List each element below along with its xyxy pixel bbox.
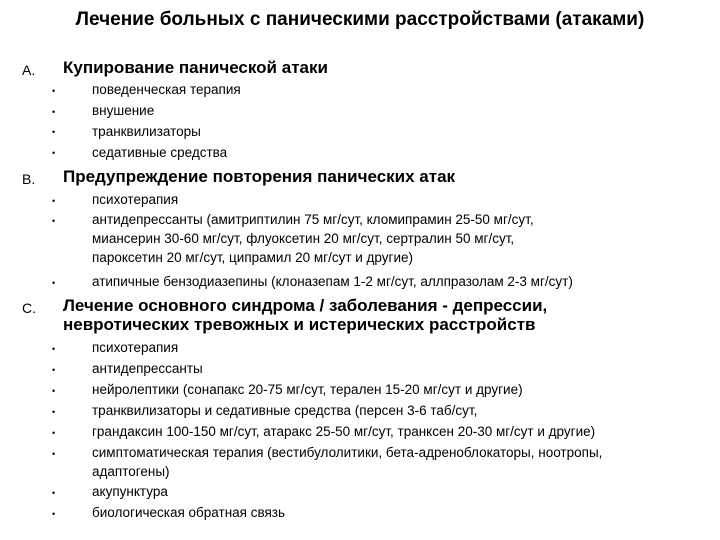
list-item-text: пароксетин 20 мг/сут, ципрамил 20 мг/сут и другие) xyxy=(92,250,413,265)
list-item-text: грандаксин 100-150 мг/сут, атаракс 25-50 мг/сут, транксен 20-30 мг/сут и другие) xyxy=(92,424,596,439)
list-item xyxy=(92,190,712,209)
list-item xyxy=(92,101,712,120)
list-item-text: поведенческая терапия xyxy=(92,82,241,97)
page-title: Лечение больных с паническими расстройствами (атаками) xyxy=(75,9,645,30)
list-item-text: внушение xyxy=(92,103,155,118)
list-item xyxy=(92,272,712,291)
list-item-text: атипичные бензодиазепины (клоназепам 1-2 мг/сут, аллпразолам 2-3 мг/сут) xyxy=(92,274,573,289)
list-item-text: психотерапия xyxy=(92,192,179,207)
section-a-heading xyxy=(63,58,703,77)
list-item xyxy=(92,482,712,501)
bullet-icon: • xyxy=(52,344,56,354)
section-c-heading xyxy=(63,296,703,334)
list-item xyxy=(92,422,712,441)
list-item-text: седативные средства xyxy=(92,145,228,160)
list-item-text: симптоматическая терапия (вестибулолитики, бета-адреноблокаторы, ноотропы, xyxy=(92,445,603,460)
bullet-icon: • xyxy=(52,278,56,288)
section-b-heading xyxy=(63,167,703,186)
list-item xyxy=(92,122,712,141)
list-item-text: адаптогены) xyxy=(92,464,170,479)
section-b-letter: В. xyxy=(22,171,36,187)
list-item-text: акупунктура xyxy=(92,484,168,499)
bullet-icon: • xyxy=(52,449,56,459)
section-c-heading-line: Лечение основного синдрома / заболевания - депрессии, xyxy=(63,296,548,315)
list-item xyxy=(92,143,712,162)
section-c-letter: С. xyxy=(22,300,36,316)
section-a-heading-line: Купирование панической атаки xyxy=(63,58,328,77)
section-b-heading-line: Предупреждение повторения панических атак xyxy=(63,167,456,186)
bullet-icon: • xyxy=(52,127,56,137)
bullet-icon: • xyxy=(52,216,56,226)
bullet-icon: • xyxy=(52,407,56,417)
list-item-text: транквилизаторы и седативные средства (персен 3-6 таб/сут, xyxy=(92,403,478,418)
section-c-heading-line: невротических тревожных и истерических расстройств xyxy=(63,315,536,334)
bullet-icon: • xyxy=(52,509,56,519)
list-item-text: психотерапия xyxy=(92,340,179,355)
list-item-text: антидепрессанты (амитриптилин 75 мг/сут, кломипрамин 25-50 мг/сут, xyxy=(92,212,534,227)
bullet-icon: • xyxy=(52,386,56,396)
list-item xyxy=(92,359,712,378)
list-item xyxy=(92,210,712,267)
bullet-icon: • xyxy=(52,107,56,117)
list-item xyxy=(92,443,712,481)
bullet-icon: • xyxy=(52,86,56,96)
bullet-icon: • xyxy=(52,148,56,158)
bullet-icon: • xyxy=(52,365,56,375)
list-item xyxy=(92,380,712,399)
list-item xyxy=(92,401,712,420)
list-item-text: транквилизаторы xyxy=(92,124,201,139)
list-item-text: антидепрессанты xyxy=(92,361,203,376)
list-item xyxy=(92,503,712,522)
bullet-icon: • xyxy=(52,488,56,498)
list-item xyxy=(92,80,712,99)
list-item-text: биологическая обратная связь xyxy=(92,505,286,520)
section-a-letter: А. xyxy=(22,62,36,78)
bullet-icon: • xyxy=(52,428,56,438)
list-item xyxy=(92,338,712,357)
list-item-text: миансерин 30-60 мг/сут, флуоксетин 20 мг/сут, сертралин 50 мг/сут, xyxy=(92,231,515,246)
list-item-text: нейролептики (сонапакс 20-75 мг/сут, терален 15-20 мг/сут и другие) xyxy=(92,382,523,397)
bullet-icon: • xyxy=(52,196,56,206)
